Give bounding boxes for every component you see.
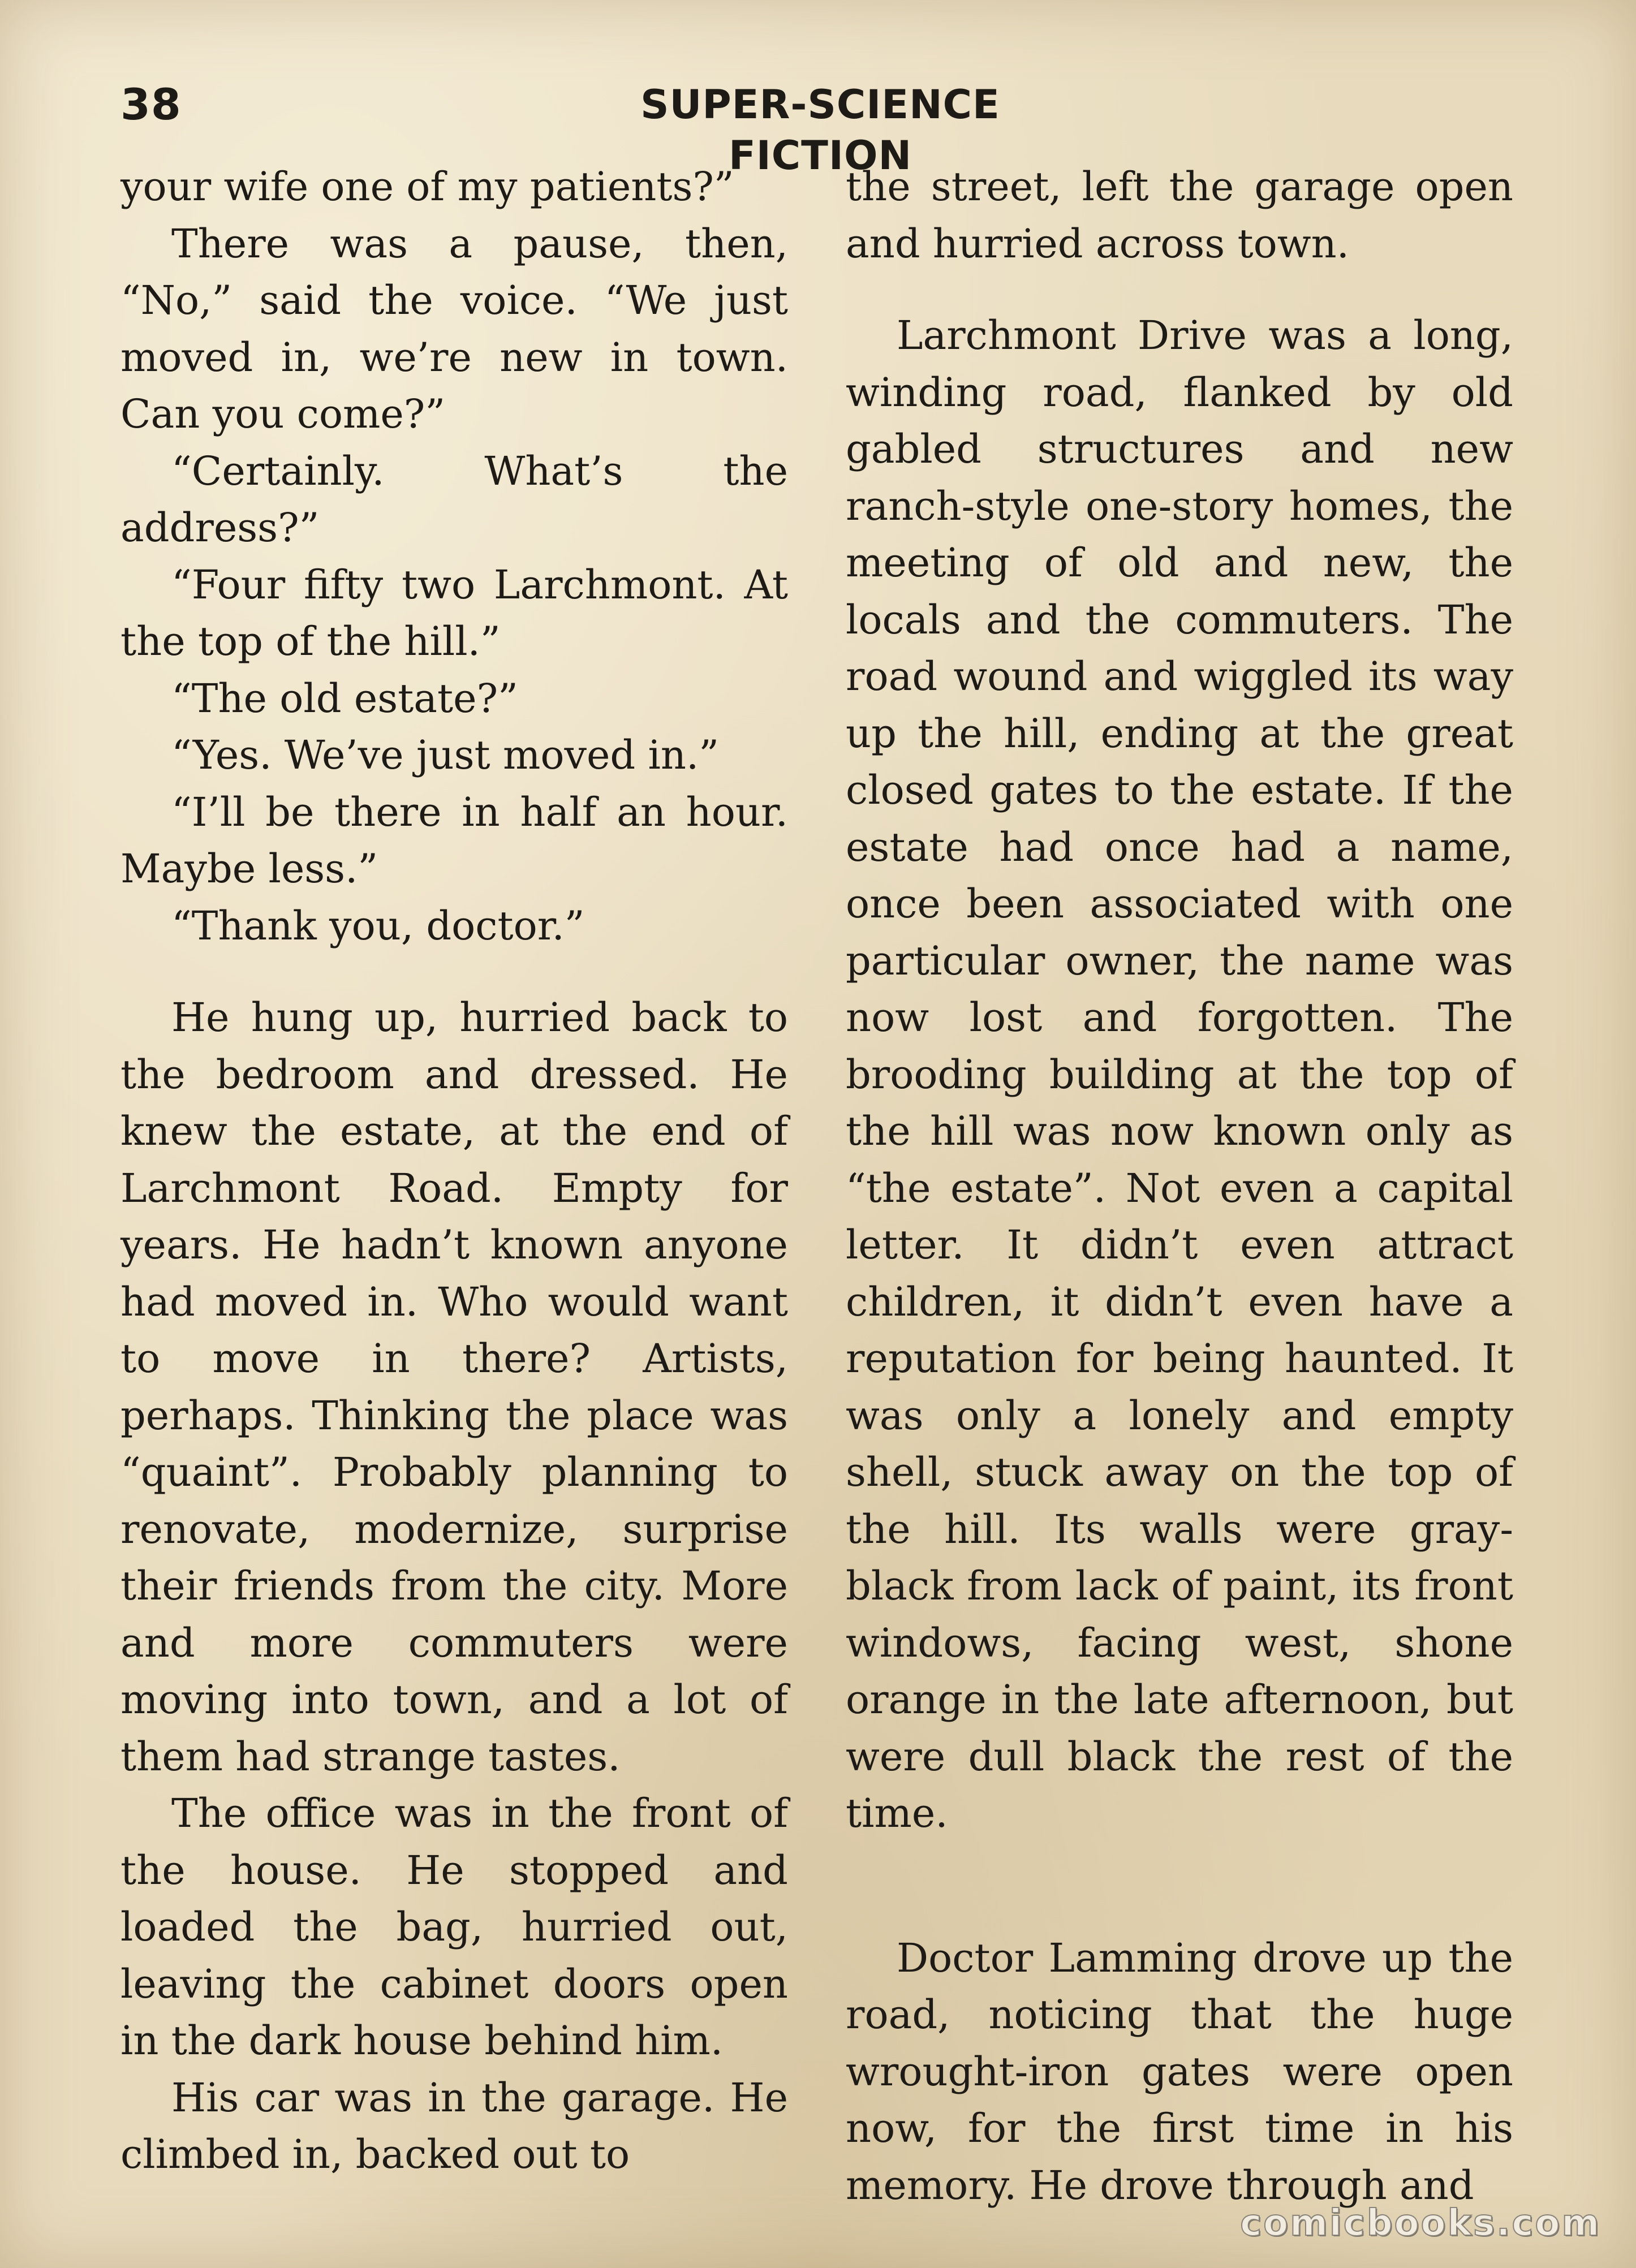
paragraph: “I’ll be there in half an hour. Maybe less.” [120, 788, 788, 892]
watermark-text: comicbooks.com [1240, 2202, 1601, 2244]
paragraph: “Thank you, doctor.” [171, 902, 585, 949]
paragraph: “Yes. We’ve just moved in.” [171, 732, 720, 778]
paragraph: the street, left the garage open and hurried across town. [846, 163, 1513, 267]
running-head-title: SUPER-SCIENCE FICTION [640, 81, 1000, 179]
paragraph: He hung up, hurried back to the bedroom and dressed. He knew the estate, at the end of Larchmont Road. Empty for years. He hadn’t known anyone had moved in. Who would want to move in there? Artists, perhaps. Thinking the place was “quaint”. Probably planning to renovate, modernize, surprise their friends from the city. More and more commuters were moving into town, and a lot of them had strange tastes. [120, 994, 788, 1780]
paragraph: Larchmont Drive was a long, winding road, flanked by old gabled structures and new ranch-style one-story homes, the meeting of old and new, the locals and the commuters. The road wound and wiggled its way up the hill, ending at the great closed gates to the estate. If the estate had once had a name, once been associated with one particular owner, the name was now lost and forgotten. The brooding building at the top of the hill was now known only as “the estate”. Not even a capital letter. It didn’t even attract children, it didn’t even have a reputation for being haunted. It was only a lonely and empty shell, stuck away on the top of the hill. Its walls were gray-black from lack of paint, its front windows, facing west, shone orange in the late afternoon, but were dull black the rest of the time. [846, 312, 1513, 1836]
paragraph: There was a pause, then, “No,” said the voice. “We just moved in, we’re new in town. Can you come?” [120, 220, 788, 437]
left-text-column [120, 158, 788, 2183]
right-text-column [846, 158, 1513, 2214]
paragraph: “Four fifty two Larchmont. At the top of the hill.” [120, 561, 788, 665]
paragraph: His car was in the garage. He climbed in, backed out to [120, 2074, 788, 2178]
paragraph: “Certainly. What’s the address?” [120, 447, 788, 551]
paragraph: The office was in the front of the house. He stopped and loaded the bag, hurried out, leaving the cabinet doors open in the dark house behind him. [120, 1790, 788, 2064]
paragraph: your wife one of my patients?” [120, 163, 734, 210]
paragraph: Doctor Lamming drove up the road, noticing that the huge wrought-iron gates were open now, for the first time in his memory. He drove through and [846, 1934, 1513, 2209]
paragraph: “The old estate?” [171, 675, 518, 722]
page-number: 38 [120, 79, 182, 130]
